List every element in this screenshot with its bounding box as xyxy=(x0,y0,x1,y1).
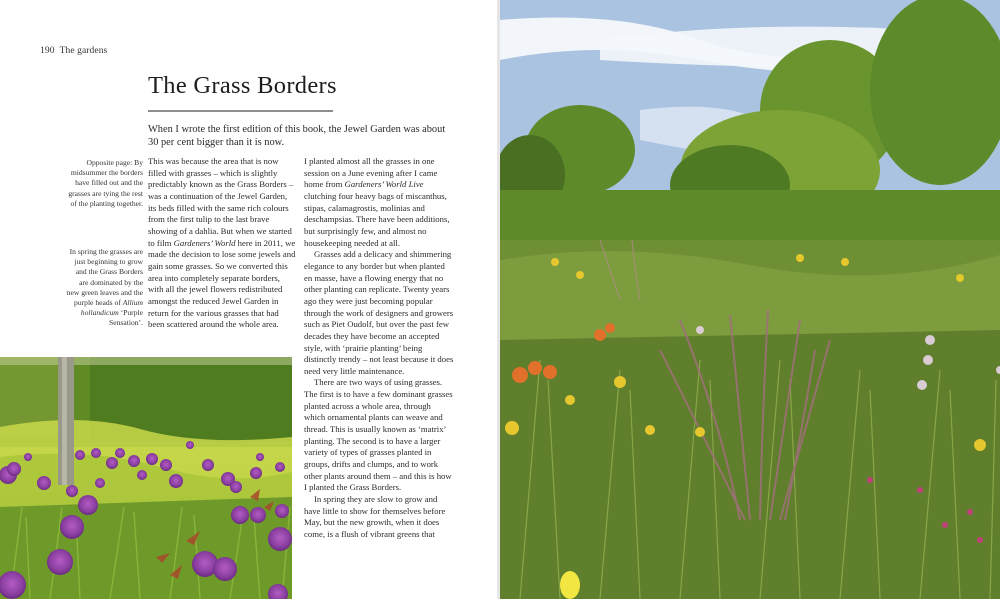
title-rule xyxy=(148,110,333,112)
caption-spring: In spring the grasses are just beginning to grow and the Grass Borders are dominated by the new green leaves and the purple heads of Allium hollandicum ‘Purple Sensation’. xyxy=(66,247,143,328)
grass-border-illustration xyxy=(500,0,1000,599)
photo-spring-alliums xyxy=(0,357,292,599)
paragraph: This was because the area that is now filled with grasses – which is slightly predictably known as the Grass Borders – was a continuation of the Jewel Garden, its beds filled with the same rich colours from the first tulip to the last brave showing of a dahlia. But when we started to film Gardeners’ World here in 2011, we made the decision to lose some jewels and gain some grasses. So we converted this area into completely separate borders, with all the jewel flowers redistributed amongst the reduced Jewel Garden in return for the various grasses that had been scattered around the whole area. xyxy=(148,156,296,330)
paragraph: There are two ways of using grasses. The first is to have a few dominant grasses planted across a whole area, through which ornamental plants can weave and thread. This is usually known as ‘matrix’ planting. The second is to have a larger variety of types of grasses planted in groups, drifts and clumps, and to work other plants around them – and this is how I planted the Grass Borders. xyxy=(304,377,453,493)
paragraph: Grasses add a delicacy and shimmering elegance to any border but when planted en masse, have a flowing energy that no other planting can replicate. Twenty years ago they were just becoming popular through the work of designers and growers such as Piet Oudolf, but over the past few decades they have become an accepted style, with ‘prairie planting’ being distinctly trendy – not least because it does need very little maintenance. xyxy=(304,249,454,376)
body-column-2 xyxy=(304,156,454,541)
paragraph: I planted almost all the grasses in one session on a June evening after I came home from Gardeners’ World Live clutching four heavy bags of miscanthus, stipas, calamagrostis, molinias and deschampsias. There have been additions, but surprisingly few, and almost no housekeeping needed at all. xyxy=(304,156,450,248)
left-page xyxy=(0,0,497,599)
allium-border-illustration xyxy=(0,357,292,599)
article-title: The Grass Borders xyxy=(148,72,337,99)
section-name: The gardens xyxy=(59,46,108,56)
body-column-1 xyxy=(148,156,296,331)
caption-opposite-page: Opposite page: By midsummer the borders have filled out and the grasses are tying the rest of the planting together. xyxy=(68,158,143,208)
intro-paragraph: When I wrote the first edition of this book, the Jewel Garden was about 30 per cent bigger than it is now. xyxy=(148,124,446,148)
photo-midsummer-grasses xyxy=(500,0,1000,599)
page-number: 190 xyxy=(40,46,55,56)
paragraph: In spring they are slow to grow and have little to show for themselves before May, but the new growth, when it does come, is a flush of vibrant greens that xyxy=(304,494,446,539)
running-header xyxy=(40,46,107,56)
right-page xyxy=(500,0,1000,599)
